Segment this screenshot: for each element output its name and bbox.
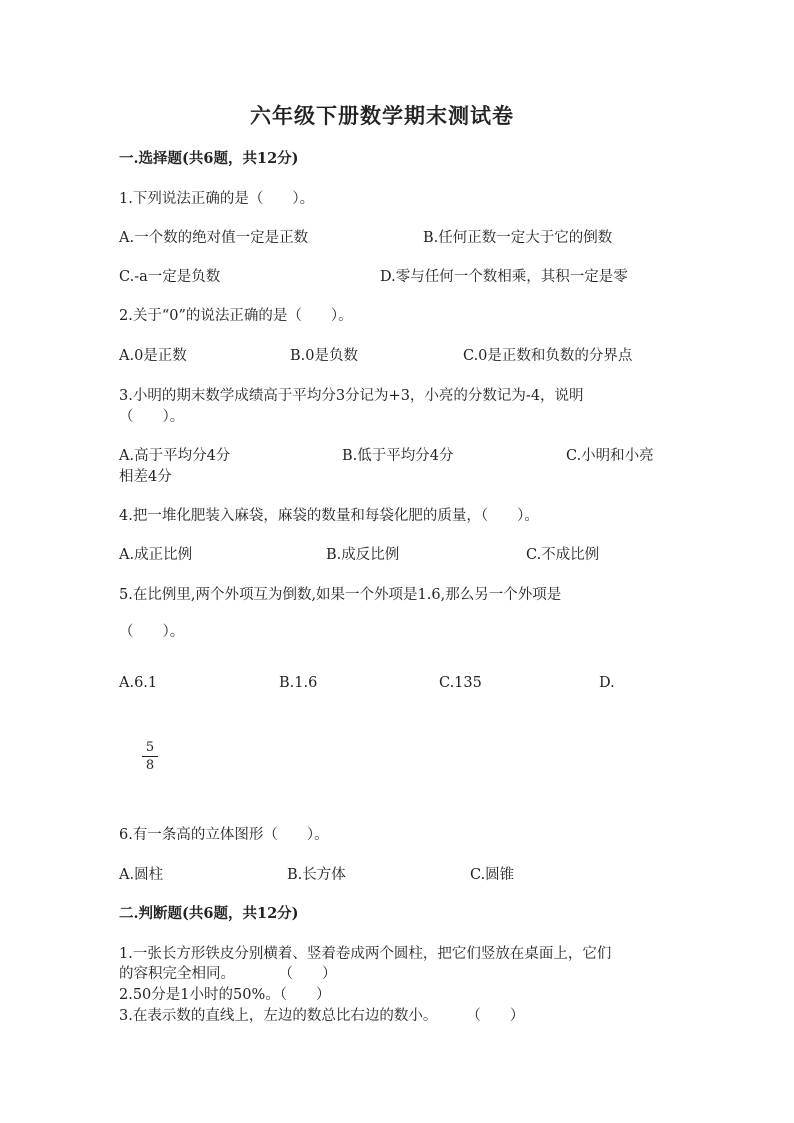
question-6-option-c[interactable]: C.圆锥 bbox=[470, 867, 515, 883]
judge-2: 2.50分是1小时的50%。（ ） bbox=[119, 987, 331, 1003]
question-1-option-a[interactable]: A.一个数的绝对值一定是正数 bbox=[119, 230, 309, 246]
question-2-stem: 2.关于“0”的说法正确的是（ ）。 bbox=[119, 308, 353, 324]
fraction-denominator: 8 bbox=[145, 758, 155, 773]
question-1-option-d[interactable]: D.零与任何一个数相乘，其积一定是零 bbox=[380, 269, 628, 285]
question-1-option-c[interactable]: C.-a一定是负数 bbox=[119, 269, 221, 285]
question-5-option-d[interactable]: D. bbox=[599, 675, 615, 691]
question-3-stem-line2: （ ）。 bbox=[119, 409, 185, 425]
question-3-option-a[interactable]: A.高于平均分4分 bbox=[119, 448, 231, 464]
question-5-option-c[interactable]: C.135 bbox=[439, 675, 482, 691]
question-5-option-b[interactable]: B.1.6 bbox=[279, 675, 318, 691]
section-heading-choice: 一.选择题(共6题，共12分) bbox=[119, 150, 299, 167]
question-2-option-c[interactable]: C.0是正数和负数的分界点 bbox=[463, 348, 633, 364]
question-4-option-a[interactable]: A.成正比例 bbox=[119, 547, 193, 563]
question-3-option-c-continued: 相差4分 bbox=[119, 469, 172, 485]
question-3-stem-line1: 3.小明的期末数学成绩高于平均分3分记为+3，小亮的分数记为-4，说明 bbox=[119, 388, 584, 404]
question-2-option-b[interactable]: B.0是负数 bbox=[290, 348, 358, 364]
question-6-option-b[interactable]: B.长方体 bbox=[287, 867, 346, 883]
judge-1-line1: 1.一张长方形铁皮分别横着、竖着卷成两个圆柱，把它们竖放在桌面上，它们 bbox=[119, 946, 612, 962]
question-5-stem-line1: 5.在比例里,两个外项互为倒数,如果一个外项是1.6,那么另一个外项是 bbox=[119, 587, 562, 603]
question-5-option-d-fraction bbox=[142, 740, 158, 773]
judge-3: 3.在表示数的直线上，左边的数总比右边的数小。 （ ） bbox=[119, 1008, 525, 1024]
question-3-option-b[interactable]: B.低于平均分4分 bbox=[342, 448, 454, 464]
page-title: 六年级下册数学期末测试卷 bbox=[250, 103, 514, 128]
question-1-stem: 1.下列说法正确的是（ ）。 bbox=[119, 191, 315, 207]
section-heading-judge: 二.判断题(共6题，共12分) bbox=[119, 905, 299, 922]
question-5-option-a[interactable]: A.6.1 bbox=[119, 675, 158, 691]
question-4-stem: 4.把一堆化肥装入麻袋，麻袋的数量和每袋化肥的质量，（ ）。 bbox=[119, 508, 539, 524]
question-6-option-a[interactable]: A.圆柱 bbox=[119, 867, 164, 883]
question-4-option-c[interactable]: C.不成比例 bbox=[526, 547, 600, 563]
fraction-numerator: 5 bbox=[145, 740, 155, 755]
question-2-option-a[interactable]: A.0是正数 bbox=[119, 348, 187, 364]
question-4-option-b[interactable]: B.成反比例 bbox=[326, 547, 400, 563]
question-6-stem: 6.有一条高的立体图形（ ）。 bbox=[119, 827, 329, 843]
judge-1-line2: 的容积完全相同。 （ ） bbox=[119, 966, 337, 982]
fraction-bar bbox=[142, 756, 158, 757]
question-5-stem-line2: （ ）。 bbox=[119, 624, 185, 640]
question-1-option-b[interactable]: B.任何正数一定大于它的倒数 bbox=[423, 230, 613, 246]
question-3-option-c[interactable]: C.小明和小亮 bbox=[566, 448, 654, 464]
